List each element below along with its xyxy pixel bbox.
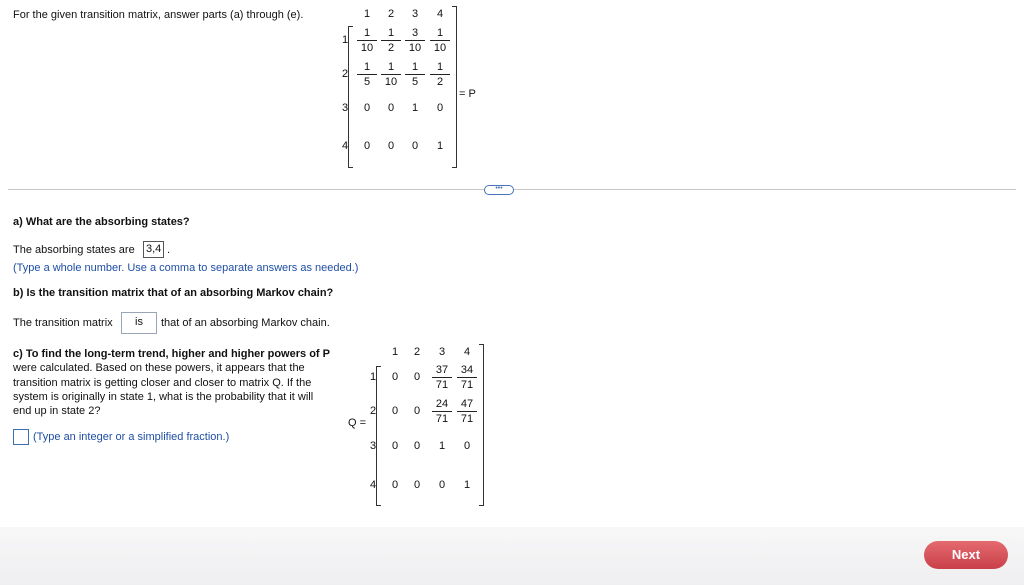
numerator: 3	[411, 27, 419, 39]
matrix-q-cell: 0	[391, 440, 399, 452]
numerator: 1	[387, 61, 395, 73]
matrix-q-fraction-cell	[457, 364, 477, 391]
matrix-p-fraction-cell	[381, 61, 401, 88]
denominator: 71	[460, 413, 474, 425]
matrix-q-row-label: 4	[370, 479, 377, 491]
matrix-q-cell: 0	[438, 479, 446, 491]
probability-answer-input[interactable]	[13, 429, 29, 445]
fraction-bar	[405, 74, 425, 75]
denominator: 10	[408, 42, 422, 54]
matrix-p-row-label: 2	[342, 68, 349, 80]
matrix-q-cell: 0	[391, 479, 399, 491]
matrix-q	[346, 344, 488, 504]
fraction-bar	[357, 40, 377, 41]
part-c-line-4: system is originally in state 1, what is the probability that it will	[13, 390, 314, 403]
matrix-p-cell: 1	[436, 140, 444, 152]
part-c-question	[13, 347, 330, 418]
matrix-q-row-label: 2	[370, 405, 377, 417]
part-c-line-2: were calculated. Based on these powers, it appears that the	[13, 362, 305, 375]
matrix-q-fraction-cell	[457, 398, 477, 425]
matrix-q-cell: 0	[413, 371, 421, 383]
numerator: 1	[436, 61, 444, 73]
matrix-left-bracket	[348, 26, 353, 168]
part-a-question: a) What are the absorbing states?	[13, 216, 190, 228]
matrix-p-row-label: 1	[342, 34, 349, 46]
matrix-p-fraction-cell	[430, 27, 450, 54]
matrix-p-fraction-cell	[381, 27, 401, 54]
matrix-q-col-label: 2	[413, 346, 421, 358]
part-c-hint: (Type an integer or a simplified fraction.)	[33, 431, 230, 443]
denominator: 71	[460, 379, 474, 391]
matrix-q-fraction-cell	[432, 398, 452, 425]
matrix-p-cell: 0	[436, 102, 444, 114]
numerator: 1	[411, 61, 419, 73]
matrix-p-row-label: 3	[342, 102, 349, 114]
matrix-q-cell: 0	[391, 405, 399, 417]
matrix-p-cell: 0	[387, 140, 395, 152]
part-c-line-5: end up in state 2?	[13, 405, 101, 418]
denominator: 5	[411, 76, 419, 88]
fraction-bar	[357, 74, 377, 75]
matrix-q-cell: 1	[463, 479, 471, 491]
denominator: 10	[360, 42, 374, 54]
matrix-q-cell: 0	[391, 371, 399, 383]
matrix-p-cell: 0	[363, 102, 371, 114]
denominator: 10	[433, 42, 447, 54]
numerator: 1	[363, 61, 371, 73]
matrix-p-fraction-cell	[430, 61, 450, 88]
matrix-p-col-label: 3	[411, 8, 419, 20]
part-a-suffix: .	[167, 244, 171, 256]
numerator: 1	[387, 27, 395, 39]
matrix-q-fraction-cell	[432, 364, 452, 391]
matrix-q-col-label: 4	[463, 346, 471, 358]
fraction-bar	[430, 40, 450, 41]
fraction-bar	[432, 377, 452, 378]
fraction-bar	[457, 377, 477, 378]
matrix-p-cell: 0	[411, 140, 419, 152]
matrix-p-col-label: 1	[363, 8, 371, 20]
matrix-q-row-label: 3	[370, 440, 377, 452]
matrix-p-cell: 0	[387, 102, 395, 114]
matrix-p-cell: 0	[363, 140, 371, 152]
matrix-p-col-label: 2	[387, 8, 395, 20]
equals-p-label: = P	[459, 88, 476, 100]
q-label: Q =	[348, 417, 367, 429]
matrix-p-row-label: 4	[342, 140, 349, 152]
next-button[interactable]: Next	[924, 541, 1008, 569]
fraction-bar	[457, 411, 477, 412]
numerator: 47	[460, 398, 474, 410]
denominator: 71	[435, 413, 449, 425]
part-c-line-3: transition matrix is getting closer and closer to matrix Q. If the	[13, 376, 312, 389]
matrix-p-fraction-cell	[357, 27, 377, 54]
numerator: 37	[435, 364, 449, 376]
footer-bar	[0, 527, 1024, 585]
numerator: 34	[460, 364, 474, 376]
transition-matrix-dropdown[interactable]: is	[121, 312, 157, 334]
matrix-right-bracket	[452, 6, 457, 168]
denominator: 2	[436, 76, 444, 88]
matrix-left-bracket	[376, 366, 381, 506]
part-b-suffix: that of an absorbing Markov chain.	[161, 317, 330, 329]
fraction-bar	[430, 74, 450, 75]
matrix-p-fraction-cell	[405, 61, 425, 88]
matrix-p-fraction-cell	[405, 27, 425, 54]
matrix-q-col-label: 1	[391, 346, 399, 358]
part-a-prefix: The absorbing states are	[13, 244, 135, 256]
question-intro: For the given transition matrix, answer parts (a) through (e).	[13, 9, 304, 21]
matrix-q-cell: 0	[413, 405, 421, 417]
fraction-bar	[432, 411, 452, 412]
matrix-p-cell: 1	[411, 102, 419, 114]
matrix-q-col-label: 3	[438, 346, 446, 358]
part-a-hint: (Type a whole number. Use a comma to separate answers as needed.)	[13, 262, 359, 274]
numerator: 24	[435, 398, 449, 410]
fraction-bar	[405, 40, 425, 41]
denominator: 5	[363, 76, 371, 88]
matrix-p-col-label: 4	[436, 8, 444, 20]
part-c-line-1: c) To find the long-term trend, higher and higher powers of P	[13, 348, 330, 360]
numerator: 1	[436, 27, 444, 39]
matrix-q-cell: 1	[438, 440, 446, 452]
numerator: 1	[363, 27, 371, 39]
more-options-button[interactable]: •••	[484, 185, 514, 195]
matrix-q-row-label: 1	[370, 371, 377, 383]
matrix-q-cell: 0	[413, 479, 421, 491]
absorbing-states-answer[interactable]: 3,4	[143, 241, 164, 258]
denominator: 2	[387, 42, 395, 54]
part-b-prefix: The transition matrix	[13, 317, 113, 329]
matrix-q-cell: 0	[413, 440, 421, 452]
denominator: 10	[384, 76, 398, 88]
matrix-q-cell: 0	[463, 440, 471, 452]
matrix-right-bracket	[479, 344, 484, 506]
part-b-question: b) Is the transition matrix that of an absorbing Markov chain?	[13, 287, 334, 299]
denominator: 71	[435, 379, 449, 391]
fraction-bar	[381, 40, 401, 41]
matrix-p	[342, 6, 467, 166]
fraction-bar	[381, 74, 401, 75]
matrix-p-fraction-cell	[357, 61, 377, 88]
